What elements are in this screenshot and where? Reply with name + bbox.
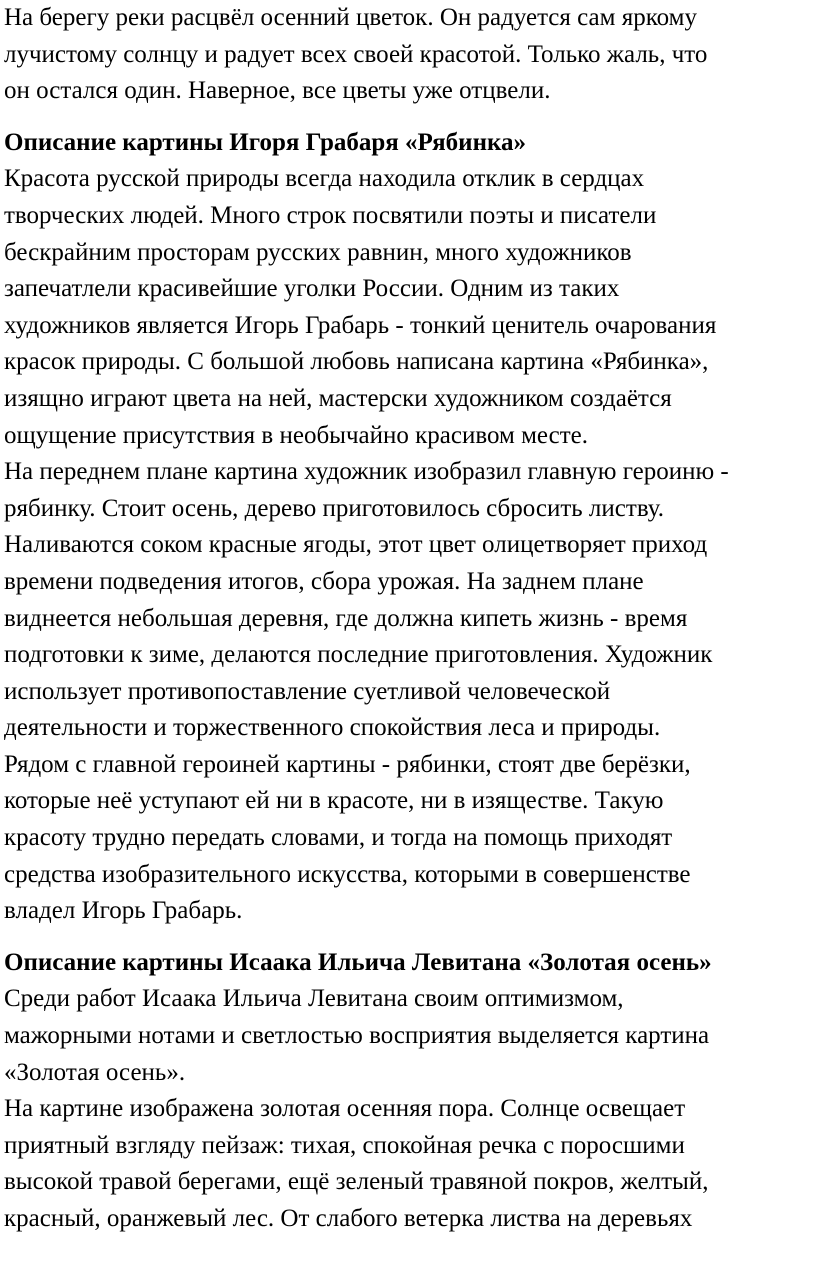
- paragraph-gap: [4, 110, 814, 125]
- text-line: На переднем плане картина художник изобразил главную героиню -: [4, 458, 729, 486]
- text-line: Наливаются соком красные ягоды, этот цвет олицетворяет приход: [4, 531, 708, 559]
- paragraph-gap: [4, 930, 814, 945]
- text-line: красок природы. С большой любовь написана картина «Рябинка»,: [4, 348, 709, 376]
- text-line: использует противопоставление суетливой человеческой: [4, 677, 611, 705]
- text-line: он остался один. Наверное, все цветы уже отцвели.: [4, 77, 551, 105]
- intro-paragraph: [4, 0, 814, 110]
- text-line: подготовки к зиме, делаются последние приготовления. Художник: [4, 641, 713, 669]
- text-line: мажорными нотами и светлостью восприятия выделяется картина: [4, 1022, 710, 1050]
- text-line: «Золотая осень».: [4, 1058, 186, 1086]
- text-line: На картине изображена золотая осенняя пора. Солнце освещает: [4, 1095, 686, 1123]
- section-heading: Описание картины Исаака Ильича Левитана «Золотая осень»: [4, 948, 712, 976]
- text-line: Среди работ Исаака Ильича Левитана своим оптимизмом,: [4, 985, 624, 1013]
- text-line: На берегу реки расцвёл осенний цветок. Он радуется сам яркому: [4, 4, 697, 31]
- text-line: виднеется небольшая деревня, где должна кипеть жизнь - время: [4, 604, 688, 632]
- text-line: бескрайним просторам русских равнин, много художников: [4, 238, 632, 266]
- text-line: приятный взгляду пейзаж: тихая, спокойная речка с поросшими: [4, 1131, 685, 1159]
- text-line: художников является Игорь Грабарь - тонкий ценитель очарования: [4, 311, 717, 339]
- section-heading: Описание картины Игоря Грабаря «Рябинка»: [4, 128, 527, 156]
- text-line: запечатлели красивейшие уголки России. Одним из таких: [4, 275, 620, 303]
- text-line: высокой травой берегами, ещё зеленый травяной покров, желтый,: [4, 1168, 709, 1196]
- section-levitan: [4, 945, 814, 1238]
- text-line: которые неё уступают ей ни в красоте, ни в изяществе. Такую: [4, 787, 664, 815]
- text-line: лучистому солнцу и радует всех своей красотой. Только жаль, что: [4, 40, 708, 68]
- document-page: [4, 0, 814, 1238]
- text-line: Рядом с главной героиней картины - рябинки, стоят две берёзки,: [4, 750, 691, 778]
- text-line: ощущение присутствия в необычайно красивом месте.: [4, 421, 588, 449]
- text-line: творческих людей. Много строк посвятили поэты и писатели: [4, 201, 657, 229]
- text-line: изящно играют цвета на ней, мастерски художником создаётся: [4, 384, 672, 412]
- text-line: красоту трудно передать словами, и тогда на помощь приходят: [4, 824, 673, 852]
- text-line: средства изобразительного искусства, которыми в совершенстве: [4, 860, 691, 888]
- text-line: владел Игорь Грабарь.: [4, 897, 243, 925]
- text-line: рябинку. Стоит осень, дерево приготовилось сбросить листву.: [4, 494, 665, 522]
- section-grabar: [4, 125, 814, 930]
- text-line: времени подведения итогов, сбора урожая. На заднем плане: [4, 567, 644, 595]
- text-line: Красота русской природы всегда находила отклик в сердцах: [4, 165, 645, 193]
- text-line: деятельности и торжественного спокойствия леса и природы.: [4, 714, 661, 742]
- text-line: красный, оранжевый лес. От слабого ветерка листва на деревьях: [4, 1205, 693, 1232]
